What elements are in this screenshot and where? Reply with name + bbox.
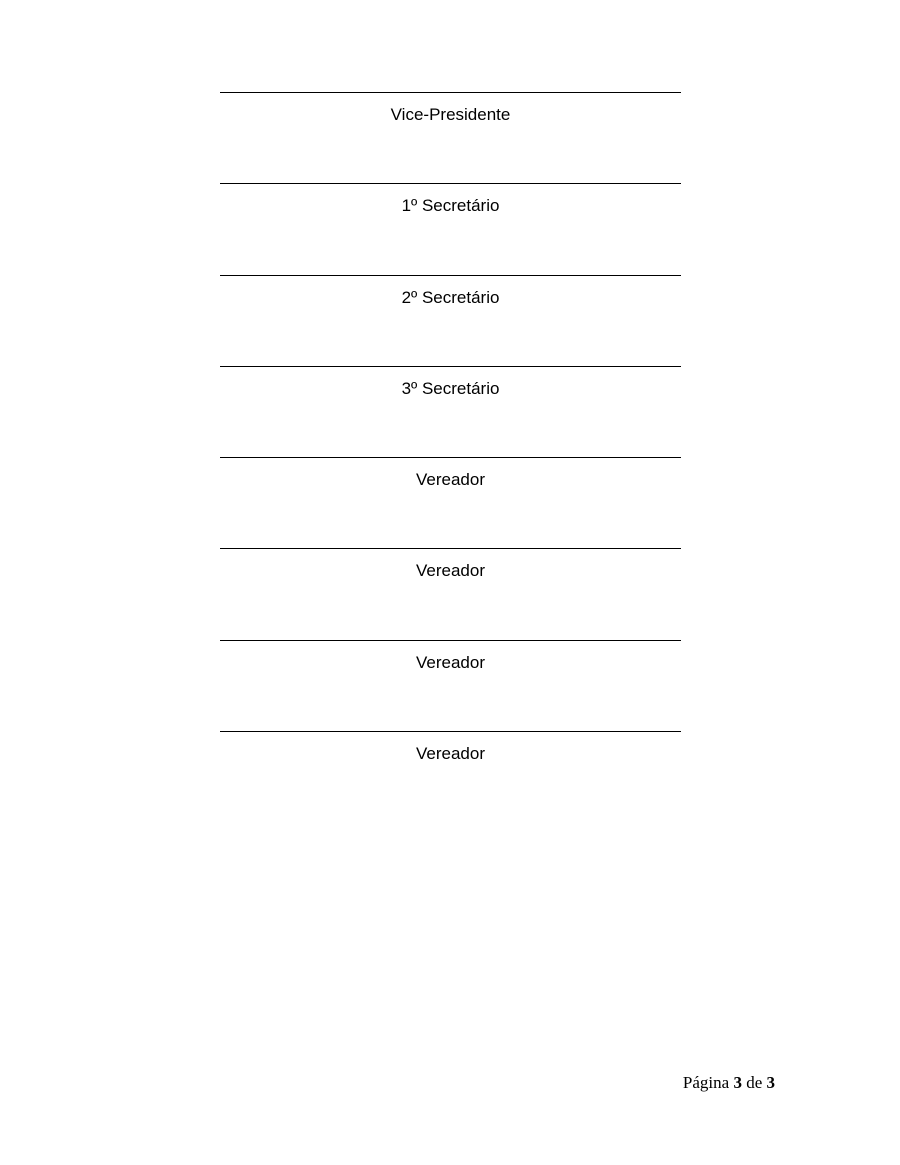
signature-block-vereador [220, 548, 681, 581]
signature-role: Vereador [416, 653, 485, 672]
signature-role: Vereador [416, 470, 485, 489]
signature-line [220, 731, 681, 732]
signature-role: Vereador [416, 744, 485, 763]
signature-line [220, 640, 681, 641]
signature-block-vice-presidente [220, 92, 681, 125]
current-page-number: 3 [733, 1073, 742, 1092]
signature-line [220, 92, 681, 93]
signature-block-1-secretario [220, 183, 681, 216]
page-word: Página [682, 1073, 730, 1092]
signature-block-vereador [220, 640, 681, 673]
signature-line [220, 183, 681, 184]
of-word: de [746, 1073, 763, 1092]
signature-block-vereador [220, 731, 681, 764]
signature-line [220, 275, 681, 276]
page-number-footer [683, 1073, 775, 1093]
signature-line [220, 548, 681, 549]
signature-line [220, 457, 681, 458]
signature-block-2-secretario [220, 275, 681, 308]
total-pages-number: 3 [766, 1073, 775, 1092]
signature-role: 3º Secretário [401, 379, 500, 398]
signature-line [220, 366, 681, 367]
signature-block-vereador [220, 457, 681, 490]
signature-role: 1º Secretário [401, 196, 500, 215]
signature-block-3-secretario [220, 366, 681, 399]
signature-role: Vice-Presidente [390, 105, 511, 124]
signature-role: 2º Secretário [401, 288, 500, 307]
signature-role: Vereador [416, 561, 485, 580]
